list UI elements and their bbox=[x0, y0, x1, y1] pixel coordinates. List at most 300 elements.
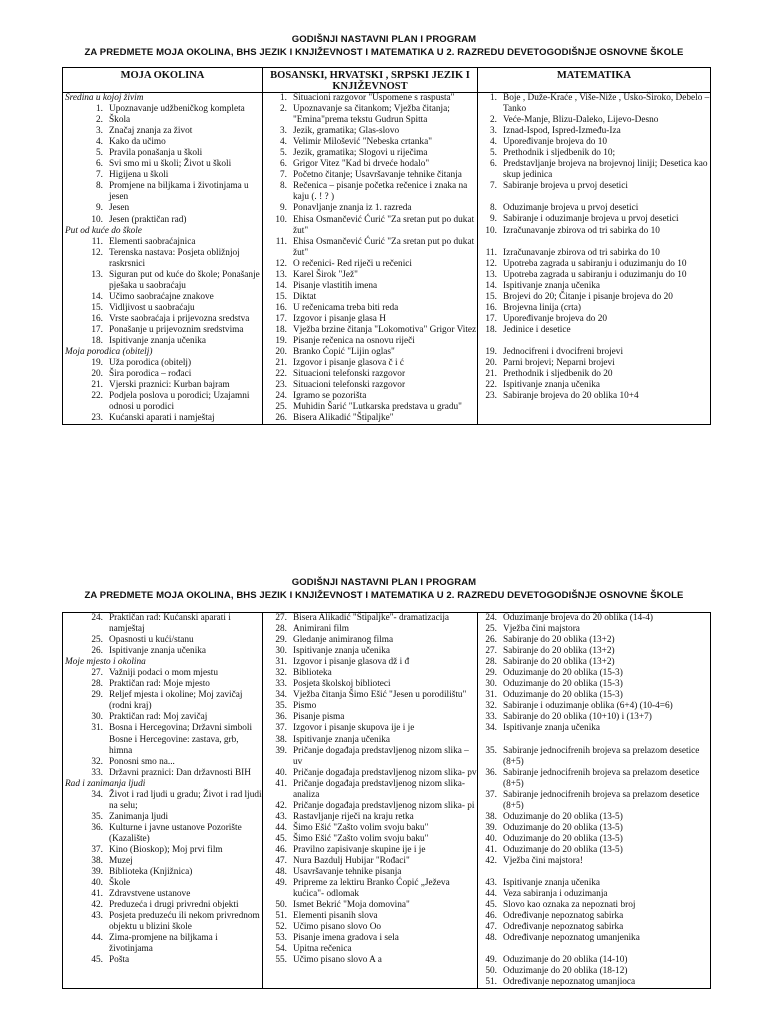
item-text: Rastavljanje riječi na kraju retka bbox=[293, 811, 414, 822]
item-number: 48. bbox=[275, 867, 287, 878]
list-item bbox=[263, 845, 477, 856]
item-number: 2. bbox=[96, 115, 103, 126]
item-number: 16. bbox=[485, 302, 497, 313]
item-number: 39. bbox=[91, 867, 103, 878]
item-number: 13. bbox=[91, 269, 103, 280]
list-item bbox=[63, 768, 262, 779]
item-text: Zdravstvene ustanove bbox=[109, 889, 191, 900]
list-item bbox=[478, 391, 710, 402]
list-item bbox=[478, 137, 710, 148]
list-item bbox=[478, 314, 710, 325]
item-number: 14. bbox=[91, 291, 103, 302]
item-number: 4. bbox=[96, 137, 103, 148]
item-number: 29. bbox=[275, 635, 287, 646]
item-text: Biblioteka (Knjižnica) bbox=[109, 867, 193, 878]
item-text: Terenska nastava: Posjeta obližnjoj raskrsnici bbox=[109, 247, 240, 269]
list-item bbox=[478, 856, 710, 867]
item-number: 42. bbox=[275, 800, 287, 811]
item-number: 51. bbox=[275, 911, 287, 922]
item-text: Ehisa Osmančević Ćurić "Za sretan put po dukat žut" bbox=[293, 214, 475, 236]
item-text: Oduzimanje do 20 oblika (13-5) bbox=[503, 822, 623, 833]
item-text: Vrste saobraćaja i prijevozna sredstva bbox=[109, 313, 250, 324]
list-item bbox=[263, 768, 477, 779]
list-item bbox=[63, 690, 262, 712]
list-item bbox=[63, 369, 262, 380]
list-item bbox=[478, 369, 710, 380]
item-number: 20. bbox=[91, 369, 103, 380]
item-text: Oduzimanje do 20 oblika (13-5) bbox=[503, 833, 623, 844]
list-item bbox=[63, 314, 262, 325]
item-text: Muzej bbox=[109, 856, 133, 867]
item-number: 38. bbox=[275, 734, 287, 745]
list-item bbox=[478, 159, 710, 181]
item-text: Ismet Bekrić "Moja domovina" bbox=[293, 900, 410, 911]
list-item bbox=[478, 203, 710, 214]
item-number: 23. bbox=[485, 391, 497, 402]
item-text: Prethodnik i sljedbenik do 20 bbox=[503, 369, 613, 380]
item-number: 10. bbox=[275, 214, 287, 225]
list-item bbox=[263, 270, 477, 281]
item-number: 12. bbox=[275, 258, 287, 269]
item-text: U rečenicama treba biti reda bbox=[293, 302, 399, 313]
item-number: 43. bbox=[485, 878, 497, 889]
bhs-jezik-list bbox=[263, 613, 478, 989]
item-number: 27. bbox=[91, 668, 103, 679]
list-item bbox=[263, 170, 477, 181]
item-number: 26. bbox=[275, 413, 287, 424]
item-text: Oduzimanje do 20 oblika (13-5) bbox=[503, 811, 623, 822]
item-number: 16. bbox=[275, 302, 287, 313]
item-number: 32. bbox=[485, 701, 497, 712]
item-number: 39. bbox=[485, 822, 497, 833]
item-number: 21. bbox=[275, 358, 287, 369]
list-item bbox=[478, 712, 710, 723]
item-number: 26. bbox=[91, 646, 103, 657]
list-spacer bbox=[478, 944, 710, 955]
list-item bbox=[263, 933, 477, 944]
list-item bbox=[263, 823, 477, 834]
item-text: Higijena u školi bbox=[109, 170, 169, 181]
item-number: 19. bbox=[485, 346, 497, 357]
item-text: Sabiranje brojeva u prvoj desetici bbox=[503, 181, 628, 192]
item-text: Vježba čini majstora bbox=[503, 624, 580, 635]
list-item bbox=[478, 790, 710, 812]
list-item bbox=[63, 159, 262, 170]
item-number: 24. bbox=[275, 391, 287, 402]
item-text: Sabiranje jednocifrenih brojeva sa prelazom desetice (8+5) bbox=[503, 745, 700, 767]
list-item bbox=[63, 900, 262, 911]
list-item bbox=[478, 148, 710, 159]
list-item bbox=[263, 159, 477, 170]
item-text: Oduzimanje do 20 oblika (14-10) bbox=[503, 955, 628, 966]
item-text: Šimo Ešić "Zašto volim svoju baku" bbox=[293, 822, 429, 833]
item-number: 1. bbox=[280, 93, 287, 103]
item-text: Pričanje događaja predstavljenog nizom slika – uv bbox=[293, 745, 469, 767]
list-item bbox=[478, 679, 710, 690]
list-item bbox=[263, 413, 477, 424]
item-text: Posjeta školskoj biblioteci bbox=[293, 679, 391, 690]
item-number: 3. bbox=[280, 126, 287, 137]
item-number: 39. bbox=[275, 745, 287, 756]
list-item bbox=[63, 215, 262, 226]
moja-okolina-list bbox=[63, 93, 263, 425]
list-item bbox=[478, 248, 710, 259]
item-text: Oduzimanje brojeva u prvoj desetici bbox=[503, 203, 639, 214]
list-item bbox=[263, 369, 477, 380]
item-text: Rečenica – pisanje početka rečenice i znaka na kaju (. ! ? ) bbox=[293, 181, 468, 203]
item-text: Jezik, gramatika; Slogovi u riječima bbox=[293, 148, 428, 159]
item-text: Predstavljanje brojeva na brojevnoj liniji; Desetica kao skup jedinica bbox=[503, 159, 708, 181]
item-text: Vjerski praznici: Kurban bajram bbox=[109, 380, 230, 391]
item-number: 20. bbox=[275, 347, 287, 358]
item-number: 17. bbox=[275, 313, 287, 324]
item-text: Pričanje događaja predstavljenog nizom slika- pi bbox=[293, 800, 475, 811]
list-item bbox=[478, 613, 710, 624]
item-number: 55. bbox=[275, 955, 287, 966]
list-item bbox=[63, 757, 262, 768]
item-text: Određivanje nepoznatog sabirka bbox=[503, 911, 624, 922]
list-item bbox=[63, 911, 262, 933]
item-number: 2. bbox=[490, 115, 497, 126]
list-item bbox=[263, 856, 477, 867]
list-item bbox=[63, 823, 262, 845]
item-text: Zanimanja ljudi bbox=[109, 811, 169, 822]
item-number: 27. bbox=[485, 646, 497, 657]
list-item bbox=[263, 657, 477, 668]
list-item bbox=[478, 259, 710, 270]
section-heading: Moja porodica (obitelj) bbox=[65, 347, 153, 358]
list-item bbox=[263, 325, 477, 336]
list-item bbox=[263, 237, 477, 259]
item-number: 13. bbox=[485, 269, 497, 280]
item-number: 50. bbox=[485, 966, 497, 977]
list-item bbox=[63, 646, 262, 657]
item-number: 30. bbox=[485, 679, 497, 690]
list-item bbox=[478, 966, 710, 977]
item-text: Biblioteka bbox=[293, 668, 332, 679]
item-number: 40. bbox=[275, 767, 287, 778]
item-text: Sabiranje do 20 oblika (13+2) bbox=[503, 657, 615, 668]
list-item bbox=[263, 303, 477, 314]
item-number: 27. bbox=[275, 613, 287, 623]
list-item bbox=[478, 270, 710, 281]
list-item bbox=[63, 248, 262, 270]
list-item bbox=[263, 93, 477, 104]
item-text: Oduzimanje do 20 oblika (15-3) bbox=[503, 679, 623, 690]
list-item bbox=[263, 878, 477, 900]
item-number: 37. bbox=[275, 723, 287, 734]
list-item bbox=[478, 380, 710, 391]
item-number: 18. bbox=[485, 324, 497, 335]
item-number: 26. bbox=[485, 635, 497, 646]
item-number: 45. bbox=[91, 955, 103, 966]
item-text: Pripreme za lektiru Branko Ćopić „Ježeva kućica"- odlomak bbox=[293, 878, 450, 900]
item-text: Sabiranje do 20 oblika (13+2) bbox=[503, 635, 615, 646]
item-number: 1. bbox=[490, 93, 497, 103]
item-text: Muhidin Šarić "Lutkarska predstava u gradu" bbox=[293, 402, 462, 413]
list-item bbox=[263, 336, 477, 347]
list-item bbox=[63, 933, 262, 955]
item-number: 40. bbox=[485, 833, 497, 844]
item-text: Oduzimanje do 20 oblika (15-3) bbox=[503, 690, 623, 701]
section-heading: Sredina u kojoj živim bbox=[65, 93, 144, 103]
item-text: Sabiranje do 20 oblika (10+10) i (13+7) bbox=[503, 712, 652, 723]
item-text: Učimo pisano slovo A a bbox=[293, 955, 382, 966]
item-text: Parni brojevi; Neparni brojevi bbox=[503, 357, 615, 368]
list-item bbox=[63, 712, 262, 723]
column-header-matematika: MATEMATIKA bbox=[478, 68, 711, 93]
item-text: Izgovor i pisanje skupova ije i je bbox=[293, 723, 415, 734]
item-text: Kino (Bioskop); Moj prvi film bbox=[109, 844, 223, 855]
list-item bbox=[263, 701, 477, 712]
item-number: 23. bbox=[91, 413, 103, 424]
item-number: 47. bbox=[485, 922, 497, 933]
item-text: Izračunavanje zbirova od tri sabirka do 10 bbox=[503, 247, 660, 258]
list-item bbox=[478, 635, 710, 646]
item-text: Preduzeća i drugi privredni objekti bbox=[109, 900, 239, 911]
list-item bbox=[263, 735, 477, 746]
item-text: Slovo kao oznaka za nepoznati broj bbox=[503, 900, 636, 911]
list-item bbox=[63, 790, 262, 812]
item-text: Sabiranje jednocifrenih brojeva sa prelazom desetice (8+5) bbox=[503, 789, 700, 811]
item-number: 40. bbox=[91, 878, 103, 889]
list-item bbox=[263, 613, 477, 624]
matematika-list bbox=[478, 613, 711, 989]
item-text: Siguran put od kuće do škole; Ponašanje pješaka u saobraćaju bbox=[109, 269, 260, 291]
item-number: 49. bbox=[275, 878, 287, 889]
item-number: 43. bbox=[91, 911, 103, 922]
item-number: 33. bbox=[275, 679, 287, 690]
item-number: 15. bbox=[275, 291, 287, 302]
item-number: 52. bbox=[275, 922, 287, 933]
item-number: 22. bbox=[91, 391, 103, 402]
list-item bbox=[63, 325, 262, 336]
item-text: Praktičan rad: Kućanski aparati i namještaj bbox=[109, 613, 231, 635]
item-number: 41. bbox=[91, 889, 103, 900]
list-item bbox=[263, 203, 477, 214]
list-item bbox=[478, 624, 710, 635]
list-item bbox=[263, 391, 477, 402]
item-number: 48. bbox=[485, 933, 497, 944]
list-item bbox=[478, 933, 710, 944]
item-number: 15. bbox=[91, 302, 103, 313]
list-item bbox=[478, 746, 710, 768]
header-title: GODIŠNJI NASTAVNI PLAN I PROGRAM bbox=[291, 577, 477, 588]
item-text: Situacioni telefonski razgovor bbox=[293, 380, 406, 391]
list-item bbox=[63, 391, 262, 413]
list-item bbox=[478, 325, 710, 336]
item-text: Pisanje vlastitih imena bbox=[293, 280, 378, 291]
item-text: Ispitivanje znanja učenika bbox=[293, 646, 391, 657]
item-text: Grigor Vitez "Kad bi drveće hodalo" bbox=[293, 159, 430, 170]
list-item bbox=[63, 148, 262, 159]
item-number: 4. bbox=[280, 137, 287, 148]
item-text: Ponosni smo na... bbox=[109, 756, 175, 767]
item-number: 30. bbox=[91, 712, 103, 723]
list-item bbox=[263, 646, 477, 657]
list-item bbox=[478, 657, 710, 668]
list-item bbox=[478, 214, 710, 225]
list-item bbox=[263, 181, 477, 203]
item-number: 32. bbox=[275, 668, 287, 679]
item-text: Situacioni telefonski razgovor bbox=[293, 369, 406, 380]
content-row bbox=[63, 93, 711, 425]
item-text: Sabiranje brojeva do 20 oblika 10+4 bbox=[503, 391, 639, 402]
item-number: 24. bbox=[485, 613, 497, 623]
list-item bbox=[478, 347, 710, 358]
list-item bbox=[63, 723, 262, 756]
item-number: 6. bbox=[96, 159, 103, 170]
item-text: Upoznavanje sa čitankom; Vježba čitanja; "Emina"prema tekstu Gudrun Spitta bbox=[293, 104, 450, 126]
item-number: 45. bbox=[275, 833, 287, 844]
list-item bbox=[263, 259, 477, 270]
item-text: Izgovor i pisanje glasa H bbox=[293, 313, 386, 324]
item-number: 25. bbox=[485, 624, 497, 635]
column-header-moja-okolina: MOJA OKOLINA bbox=[63, 68, 263, 93]
item-number: 7. bbox=[96, 170, 103, 181]
item-number: 50. bbox=[275, 900, 287, 911]
list-item bbox=[263, 746, 477, 768]
list-item bbox=[63, 955, 262, 966]
item-number: 35. bbox=[91, 811, 103, 822]
list-item bbox=[263, 834, 477, 845]
item-number: 22. bbox=[275, 369, 287, 380]
item-text: Branko Ćopić "Lijin oglas" bbox=[293, 347, 395, 358]
list-item bbox=[263, 148, 477, 159]
list-item bbox=[478, 181, 710, 192]
item-number: 38. bbox=[485, 811, 497, 822]
list-item bbox=[478, 303, 710, 314]
item-number: 18. bbox=[91, 336, 103, 347]
item-text: Ponavljanje znanja iz 1. razreda bbox=[293, 203, 412, 214]
item-number: 3. bbox=[490, 126, 497, 137]
list-item bbox=[63, 867, 262, 878]
item-text: Pravilno zapisivanje skupine ije i je bbox=[293, 844, 426, 855]
item-number: 33. bbox=[91, 767, 103, 778]
item-number: 28. bbox=[91, 679, 103, 690]
list-item bbox=[63, 413, 262, 424]
item-number: 3. bbox=[96, 126, 103, 137]
item-text: Animirani film bbox=[293, 624, 350, 635]
item-number: 13. bbox=[275, 269, 287, 280]
item-text: Sabiranje do 20 oblika (13+2) bbox=[503, 646, 615, 657]
item-text: Određivanje nepoznatog umanjioca bbox=[503, 977, 636, 988]
list-item bbox=[63, 380, 262, 391]
list-item bbox=[478, 889, 710, 900]
item-text: Početno čitanje; Usavršavanje tehnike čitanja bbox=[293, 170, 462, 181]
item-number: 12. bbox=[485, 258, 497, 269]
item-text: Sabiranje jednocifrenih brojeva sa prelazom desetice (8+5) bbox=[503, 767, 700, 789]
item-number: 8. bbox=[490, 203, 497, 214]
section-heading: Moje mjesto i okolina bbox=[65, 657, 146, 668]
list-item bbox=[63, 203, 262, 214]
item-number: 41. bbox=[275, 778, 287, 789]
list-item bbox=[478, 358, 710, 369]
list-item bbox=[263, 900, 477, 911]
item-number: 20. bbox=[485, 357, 497, 368]
item-text: Uža porodica (obitelj) bbox=[109, 358, 192, 369]
list-item bbox=[263, 126, 477, 137]
list-item bbox=[63, 303, 262, 314]
plan-table bbox=[62, 67, 711, 425]
item-number: 21. bbox=[91, 380, 103, 391]
item-number: 45. bbox=[485, 900, 497, 911]
item-number: 35. bbox=[485, 745, 497, 756]
item-number: 15. bbox=[485, 291, 497, 302]
item-text: Pisanje rečenica na osnovu riječi bbox=[293, 336, 415, 347]
item-text: Ispitivanje znanja učenika bbox=[503, 878, 601, 889]
item-number: 28. bbox=[485, 657, 497, 668]
item-number: 29. bbox=[91, 690, 103, 701]
list-item bbox=[63, 137, 262, 148]
list-item bbox=[63, 668, 262, 679]
item-number: 25. bbox=[275, 402, 287, 413]
item-text: Život i rad ljudi u gradu; Život i rad ljudi na selu; bbox=[109, 789, 262, 811]
item-number: 14. bbox=[485, 280, 497, 291]
list-item bbox=[63, 856, 262, 867]
item-text: Ispitivanje znanja učenika bbox=[109, 336, 207, 347]
item-number: 42. bbox=[91, 900, 103, 911]
item-text: Upoznavanje udžbeničkog kompleta bbox=[109, 104, 245, 115]
list-item bbox=[263, 779, 477, 801]
item-text: Vidljivost u saobraćaju bbox=[109, 302, 195, 313]
list-item bbox=[263, 314, 477, 325]
list-item bbox=[478, 115, 710, 126]
list-item bbox=[263, 347, 477, 358]
item-text: Izgovor i pisanje glasova č i ć bbox=[293, 358, 405, 369]
item-text: Škole bbox=[109, 878, 131, 889]
list-item bbox=[63, 889, 262, 900]
list-item bbox=[263, 104, 477, 126]
item-number: 46. bbox=[485, 911, 497, 922]
item-text: Jedinice i desetice bbox=[503, 324, 571, 335]
list-item bbox=[263, 922, 477, 933]
item-text: Prethodnik i sljedbenik do 10; bbox=[503, 148, 616, 159]
item-number: 31. bbox=[485, 690, 497, 701]
moja-okolina-list bbox=[63, 613, 263, 989]
item-number: 19. bbox=[275, 336, 287, 347]
list-spacer bbox=[478, 735, 710, 746]
column-header-row bbox=[63, 68, 711, 93]
item-number: 47. bbox=[275, 856, 287, 867]
item-text: Boje , Duže-Kraće , Više-Niže , Usko-Široko, Debelo –Tanko bbox=[503, 93, 710, 115]
list-item bbox=[63, 613, 262, 635]
list-item bbox=[63, 126, 262, 137]
page-1 bbox=[0, 0, 768, 424]
list-item bbox=[263, 801, 477, 812]
item-number: 24. bbox=[91, 613, 103, 623]
item-text: Usavršavanje tehnike pisanja bbox=[293, 867, 402, 878]
item-text: Veće-Manje, Blizu-Daleko, Lijevo-Desno bbox=[503, 115, 659, 126]
item-text: Određivanje nepoznatog umanjenika bbox=[503, 933, 640, 944]
item-text: Upitna rečenica bbox=[293, 944, 352, 955]
item-text: Pisanje imena gradova i sela bbox=[293, 933, 399, 944]
list-item bbox=[478, 845, 710, 856]
list-item bbox=[63, 679, 262, 690]
item-text: Ponašanje u prijevoznim sredstvima bbox=[109, 324, 244, 335]
list-item bbox=[63, 115, 262, 126]
item-number: 17. bbox=[91, 324, 103, 335]
item-text: Škola bbox=[109, 115, 131, 126]
item-text: Pošta bbox=[109, 955, 130, 966]
list-item bbox=[263, 380, 477, 391]
list-item bbox=[63, 845, 262, 856]
item-text: Oduzimanje brojeva do 20 oblika (14-4) bbox=[503, 613, 653, 623]
item-text: Bisera Alikadić "Štipaljke"- dramatizacija bbox=[293, 613, 450, 623]
document-header bbox=[0, 33, 768, 59]
list-item bbox=[478, 900, 710, 911]
list-item bbox=[478, 922, 710, 933]
